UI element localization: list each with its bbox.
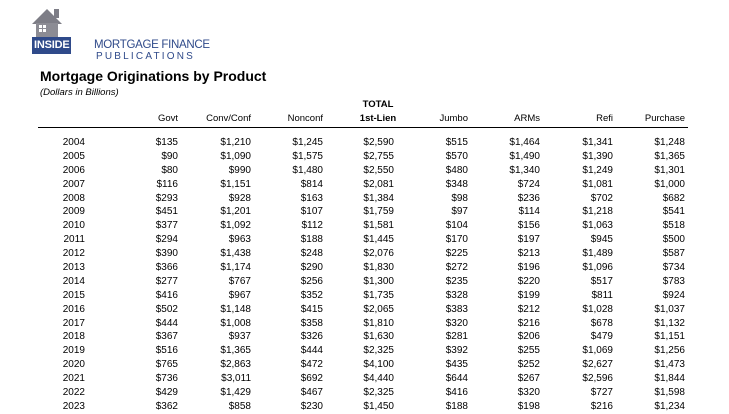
- arms-cell: $252: [517, 359, 540, 371]
- purchase-cell: $1,844: [654, 373, 685, 385]
- purchase-cell: $1,234: [654, 400, 685, 412]
- purchase-cell: $518: [662, 220, 685, 232]
- year-cell: 2012: [62, 248, 85, 260]
- table-row: [0, 192, 729, 206]
- arms-cell: $724: [517, 178, 540, 190]
- conv-conf-cell: $1,438: [220, 248, 251, 260]
- conv-conf-cell: $990: [228, 164, 251, 176]
- arms-cell: $156: [517, 220, 540, 232]
- table-row: [0, 358, 729, 372]
- govt-cell: $444: [155, 317, 178, 329]
- header-total-top: TOTAL: [362, 99, 394, 110]
- jumbo-cell: $328: [445, 289, 468, 301]
- govt-cell: $293: [155, 192, 178, 204]
- conv-conf-cell: $963: [228, 234, 251, 246]
- header-rule: [38, 127, 688, 128]
- data-table-body: [0, 136, 729, 414]
- table-row: [0, 247, 729, 261]
- purchase-cell: $1,301: [654, 164, 685, 176]
- conv-conf-cell: $1,429: [220, 387, 251, 399]
- nonconf-cell: $290: [300, 262, 323, 274]
- header-total-bottom: 1st-Lien: [359, 113, 397, 124]
- nonconf-cell: $415: [300, 303, 323, 315]
- govt-cell: $416: [155, 289, 178, 301]
- refi-cell: $479: [590, 331, 613, 343]
- conv-conf-cell: $1,092: [220, 220, 251, 232]
- year-cell: 2007: [62, 178, 85, 190]
- table-row: [0, 136, 729, 150]
- total-cell: $1,630: [363, 331, 394, 343]
- govt-cell: $277: [155, 275, 178, 287]
- conv-conf-cell: $1,365: [220, 345, 251, 357]
- refi-cell: $1,218: [582, 206, 613, 218]
- jumbo-cell: $570: [445, 150, 468, 162]
- govt-cell: $516: [155, 345, 178, 357]
- table-row: [0, 261, 729, 275]
- arms-cell: $216: [517, 317, 540, 329]
- arms-cell: $198: [517, 400, 540, 412]
- year-cell: 2005: [62, 150, 85, 162]
- arms-cell: $255: [517, 345, 540, 357]
- house-icon: [30, 6, 66, 38]
- table-row: [0, 303, 729, 317]
- govt-cell: $429: [155, 387, 178, 399]
- year-cell: 2017: [62, 317, 85, 329]
- year-cell: 2008: [62, 192, 85, 204]
- year-cell: 2013: [62, 262, 85, 274]
- table-row: [0, 164, 729, 178]
- conv-conf-cell: $767: [228, 275, 251, 287]
- jumbo-cell: $281: [445, 331, 468, 343]
- jumbo-cell: $97: [451, 206, 468, 218]
- nonconf-cell: $188: [300, 234, 323, 246]
- nonconf-cell: $112: [301, 220, 323, 232]
- total-cell: $1,581: [363, 220, 394, 232]
- arms-cell: $212: [517, 303, 540, 315]
- total-cell: $2,325: [363, 345, 394, 357]
- year-cell: 2015: [62, 289, 85, 301]
- conv-conf-cell: $1,201: [220, 206, 251, 218]
- refi-cell: $1,063: [582, 220, 613, 232]
- arms-cell: $236: [517, 192, 540, 204]
- total-cell: $1,810: [363, 317, 394, 329]
- refi-cell: $517: [590, 275, 613, 287]
- nonconf-cell: $472: [300, 359, 323, 371]
- table-row: [0, 150, 729, 164]
- conv-conf-cell: $2,863: [220, 359, 251, 371]
- purchase-cell: $682: [662, 192, 685, 204]
- conv-conf-cell: $937: [228, 331, 251, 343]
- total-cell: $1,445: [363, 234, 394, 246]
- purchase-cell: $783: [662, 275, 685, 287]
- conv-conf-cell: $1,174: [220, 262, 251, 274]
- table-row: [0, 317, 729, 331]
- govt-cell: $367: [155, 331, 178, 343]
- jumbo-cell: $104: [445, 220, 468, 232]
- purchase-cell: $1,248: [654, 137, 685, 148]
- jumbo-cell: $320: [445, 317, 468, 329]
- table-row: [0, 219, 729, 233]
- nonconf-cell: $107: [300, 206, 323, 218]
- header-purchase: Purchase: [644, 113, 685, 124]
- refi-cell: $1,096: [582, 262, 613, 274]
- jumbo-cell: $435: [445, 359, 468, 371]
- arms-cell: $220: [517, 275, 540, 287]
- total-cell: $1,450: [363, 400, 394, 412]
- jumbo-cell: $188: [445, 400, 468, 412]
- govt-cell: $294: [155, 234, 178, 246]
- arms-cell: $1,490: [509, 150, 540, 162]
- refi-cell: $678: [590, 317, 613, 329]
- govt-cell: $362: [155, 400, 178, 412]
- nonconf-cell: $1,480: [292, 164, 323, 176]
- govt-cell: $90: [161, 150, 178, 162]
- header-refi: Refi: [596, 113, 613, 124]
- nonconf-cell: $230: [300, 400, 323, 412]
- purchase-cell: $1,151: [654, 331, 685, 343]
- purchase-cell: $1,473: [654, 359, 685, 371]
- conv-conf-cell: $967: [228, 289, 251, 301]
- refi-cell: $702: [590, 192, 613, 204]
- year-cell: 2009: [62, 206, 85, 218]
- year-cell: 2023: [62, 400, 85, 412]
- jumbo-cell: $383: [445, 303, 468, 315]
- total-cell: $2,325: [363, 387, 394, 399]
- purchase-cell: $1,365: [654, 150, 685, 162]
- nonconf-cell: $692: [300, 373, 323, 385]
- year-cell: 2021: [62, 373, 85, 385]
- table-row: [0, 233, 729, 247]
- publisher-logo: [30, 6, 210, 62]
- refi-cell: $945: [590, 234, 613, 246]
- page-subtitle: (Dollars in Billions): [40, 87, 119, 98]
- purchase-cell: $734: [662, 262, 685, 274]
- header-jumbo: Jumbo: [439, 113, 468, 124]
- total-cell: $2,076: [363, 248, 394, 260]
- total-cell: $2,550: [363, 164, 394, 176]
- arms-cell: $1,340: [509, 164, 540, 176]
- arms-cell: $320: [517, 387, 540, 399]
- nonconf-cell: $358: [300, 317, 323, 329]
- header-govt: Govt: [157, 113, 178, 124]
- total-cell: $2,065: [363, 303, 394, 315]
- conv-conf-cell: $928: [228, 192, 251, 204]
- purchase-cell: $587: [662, 248, 685, 260]
- refi-cell: $216: [590, 400, 613, 412]
- logo-name-text: MORTGAGE FINANCE: [94, 39, 210, 51]
- purchase-cell: $1,598: [654, 387, 685, 399]
- year-cell: 2011: [63, 234, 85, 246]
- total-cell: $2,755: [363, 150, 394, 162]
- table-row: [0, 205, 729, 219]
- jumbo-cell: $480: [445, 164, 468, 176]
- purchase-cell: $924: [662, 289, 685, 301]
- govt-cell: $116: [156, 178, 178, 190]
- nonconf-cell: $256: [300, 275, 323, 287]
- jumbo-cell: $515: [445, 137, 468, 148]
- header-conv-conf: Conv/Conf: [206, 113, 251, 124]
- year-cell: 2018: [62, 331, 85, 343]
- refi-cell: $1,081: [582, 178, 613, 190]
- year-cell: 2014: [62, 275, 85, 287]
- govt-cell: $451: [155, 206, 178, 218]
- arms-cell: $197: [517, 234, 540, 246]
- total-cell: $4,440: [363, 373, 394, 385]
- jumbo-cell: $225: [445, 248, 468, 260]
- conv-conf-cell: $1,148: [220, 303, 251, 315]
- conv-conf-cell: $1,008: [220, 317, 251, 329]
- jumbo-cell: $235: [445, 275, 468, 287]
- jumbo-cell: $348: [445, 178, 468, 190]
- purchase-cell: $541: [662, 206, 685, 218]
- table-row: [0, 344, 729, 358]
- header-nonconf: Nonconf: [287, 113, 323, 124]
- total-cell: $1,759: [363, 206, 394, 218]
- jumbo-cell: $272: [445, 262, 468, 274]
- logo-inside-text: INSIDE: [32, 37, 71, 54]
- govt-cell: $366: [155, 262, 178, 274]
- govt-cell: $80: [161, 164, 178, 176]
- jumbo-cell: $644: [445, 373, 468, 385]
- table-row: [0, 372, 729, 386]
- jumbo-cell: $416: [445, 387, 468, 399]
- arms-cell: $267: [517, 373, 540, 385]
- total-cell: $1,830: [363, 262, 394, 274]
- purchase-cell: $500: [662, 234, 685, 246]
- refi-cell: $1,390: [582, 150, 613, 162]
- nonconf-cell: $326: [300, 331, 323, 343]
- refi-cell: $1,249: [582, 164, 613, 176]
- refi-cell: $811: [591, 289, 613, 301]
- refi-cell: $1,489: [582, 248, 613, 260]
- year-cell: 2004: [62, 137, 85, 148]
- total-cell: $2,081: [363, 178, 394, 190]
- table-row: [0, 330, 729, 344]
- total-cell: $4,100: [363, 359, 394, 371]
- purchase-cell: $1,000: [654, 178, 685, 190]
- purchase-cell: $1,037: [654, 303, 685, 315]
- govt-cell: $135: [155, 137, 178, 148]
- nonconf-cell: $467: [300, 387, 323, 399]
- jumbo-cell: $392: [445, 345, 468, 357]
- arms-cell: $206: [517, 331, 540, 343]
- refi-cell: $1,341: [582, 137, 613, 148]
- table-row: [0, 386, 729, 400]
- arms-cell: $114: [518, 206, 540, 218]
- purchase-cell: $1,256: [654, 345, 685, 357]
- arms-cell: $213: [517, 248, 540, 260]
- arms-cell: $196: [517, 262, 540, 274]
- total-cell: $1,300: [363, 275, 394, 287]
- govt-cell: $502: [155, 303, 178, 315]
- arms-cell: $199: [517, 289, 540, 301]
- jumbo-cell: $170: [445, 234, 468, 246]
- year-cell: 2006: [62, 164, 85, 176]
- year-cell: 2020: [62, 359, 85, 371]
- nonconf-cell: $248: [300, 248, 323, 260]
- nonconf-cell: $352: [300, 289, 323, 301]
- conv-conf-cell: $1,210: [220, 137, 251, 148]
- total-cell: $2,590: [363, 137, 394, 148]
- nonconf-cell: $163: [300, 192, 323, 204]
- conv-conf-cell: $858: [228, 400, 251, 412]
- arms-cell: $1,464: [509, 137, 540, 148]
- purchase-cell: $1,132: [654, 317, 685, 329]
- nonconf-cell: $444: [300, 345, 323, 357]
- refi-cell: $727: [590, 387, 613, 399]
- nonconf-cell: $1,575: [292, 150, 323, 162]
- year-cell: 2016: [62, 303, 85, 315]
- conv-conf-cell: $1,151: [220, 178, 251, 190]
- table-row: [0, 400, 729, 414]
- nonconf-cell: $1,245: [292, 137, 323, 148]
- table-row: [0, 275, 729, 289]
- refi-cell: $1,028: [582, 303, 613, 315]
- govt-cell: $377: [155, 220, 178, 232]
- table-row: [0, 178, 729, 192]
- refi-cell: $1,069: [582, 345, 613, 357]
- refi-cell: $2,596: [582, 373, 613, 385]
- logo-publications-text: PUBLICATIONS: [96, 51, 196, 62]
- govt-cell: $390: [155, 248, 178, 260]
- refi-cell: $2,627: [582, 359, 613, 371]
- jumbo-cell: $98: [451, 192, 468, 204]
- year-cell: 2010: [62, 220, 85, 232]
- nonconf-cell: $814: [300, 178, 323, 190]
- year-cell: 2022: [62, 387, 85, 399]
- conv-conf-cell: $1,090: [220, 150, 251, 162]
- conv-conf-cell: $3,011: [221, 373, 251, 385]
- year-cell: 2019: [62, 345, 85, 357]
- govt-cell: $736: [155, 373, 178, 385]
- header-arms: ARMs: [514, 113, 540, 124]
- page-title: Mortgage Originations by Product: [40, 68, 267, 84]
- total-cell: $1,384: [363, 192, 394, 204]
- govt-cell: $765: [155, 359, 178, 371]
- total-cell: $1,735: [363, 289, 394, 301]
- table-row: [0, 289, 729, 303]
